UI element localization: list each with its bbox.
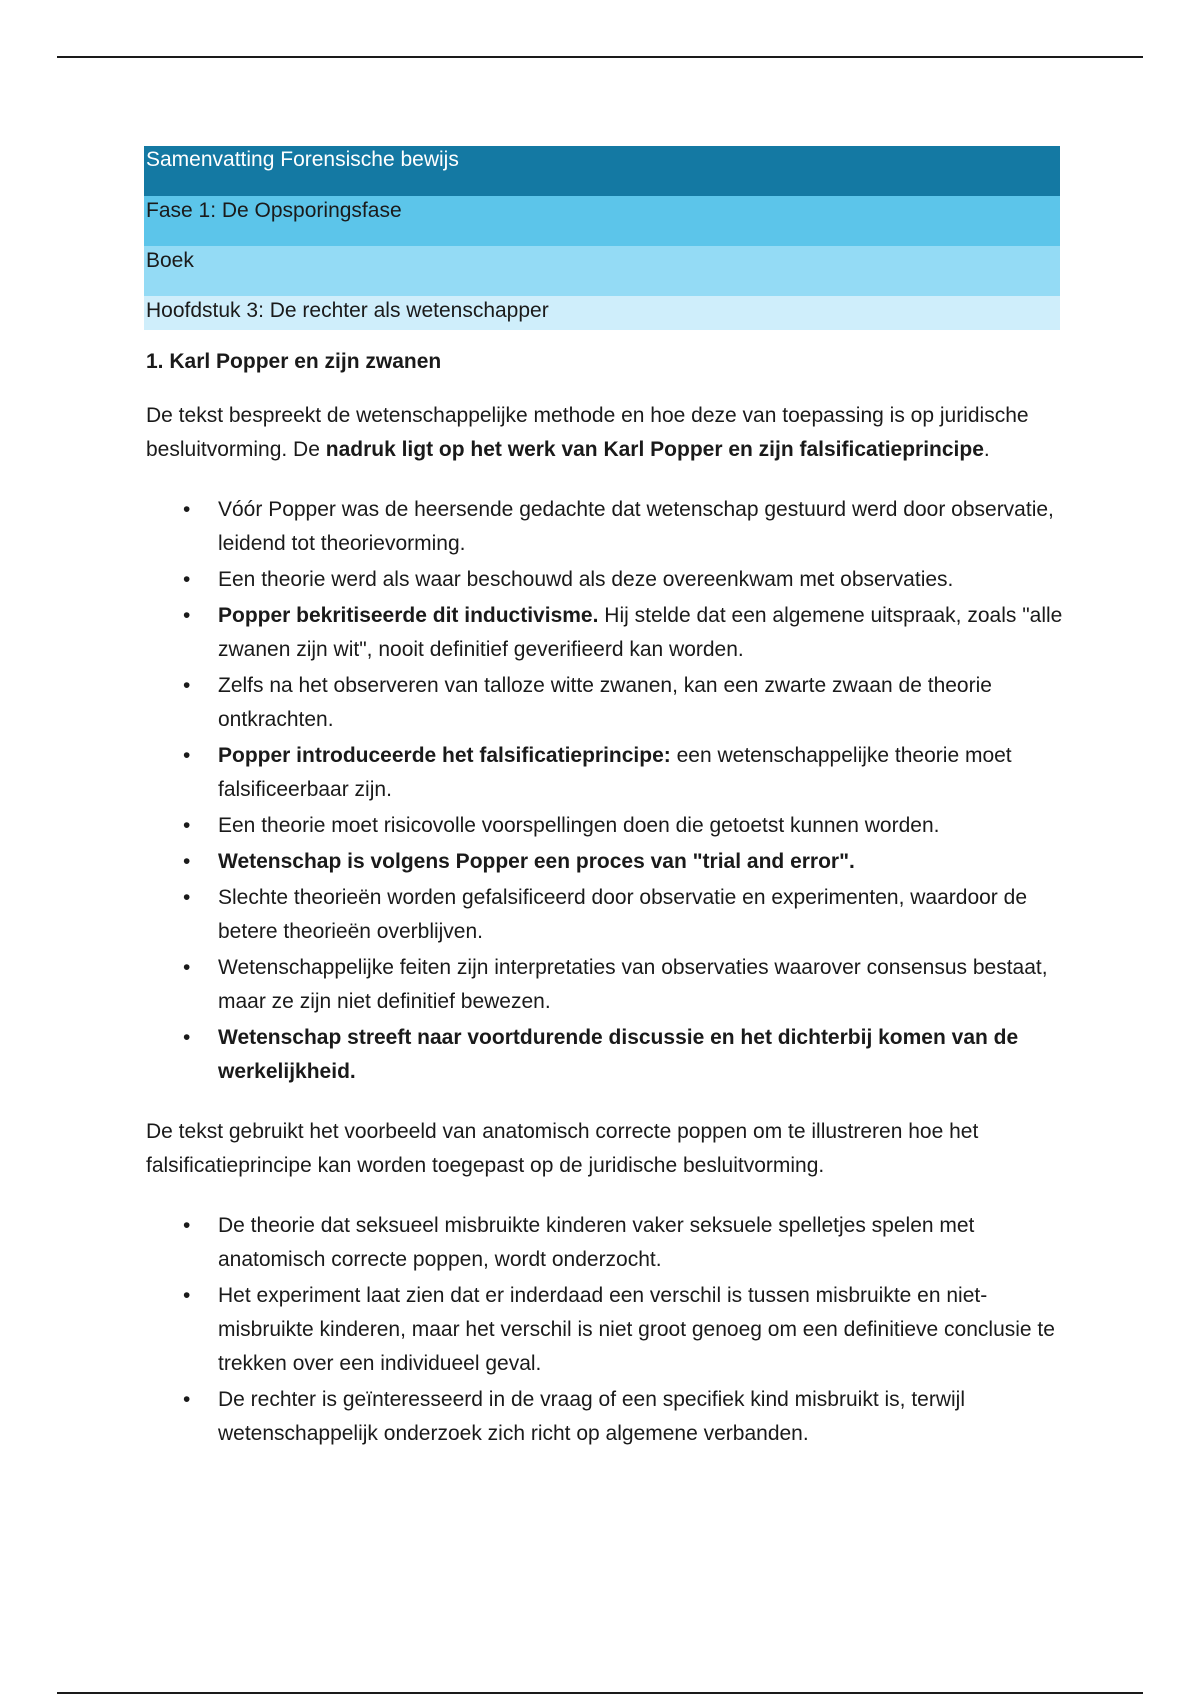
list-item <box>146 599 1066 667</box>
list-item <box>146 1021 1066 1089</box>
document-header <box>144 146 1060 330</box>
bullet-icon: • <box>183 674 191 697</box>
list-item-bold: Wetenschap is volgens Popper een proces van "trial and error". <box>218 850 855 873</box>
top-rule <box>57 56 1143 58</box>
list-item <box>146 809 1066 843</box>
bullet-icon: • <box>183 956 191 979</box>
list-item-text: Een theorie werd als waar beschouwd als deze overeenkwam met observaties. <box>218 568 954 591</box>
list-item <box>146 1383 1066 1451</box>
bullet-list-popper <box>146 493 1066 1089</box>
list-item <box>146 951 1066 1019</box>
list-item-text: Slechte theorieën worden gefalsificeerd door observatie en experimenten, waardoor de betere theorieën overblijven. <box>218 886 1027 943</box>
intro-text-1: De tekst bespreekt de wetenschappelijke methode en hoe deze van toepassing is op juridische besluitvorming. De <box>146 404 1029 461</box>
header-band-book: Boek <box>144 246 1060 296</box>
bottom-rule <box>57 1692 1143 1694</box>
list-item <box>146 563 1066 597</box>
intro-bold: nadruk ligt op het werk van Karl Popper en zijn falsificatieprincipe <box>325 438 984 461</box>
dolls-paragraph: De tekst gebruikt het voorbeeld van anatomisch correcte poppen om te illustreren hoe het falsificatieprincipe kan worden toegepast op de juridische besluitvorming. <box>146 1120 979 1177</box>
list-item <box>146 669 1066 737</box>
list-item <box>146 739 1066 807</box>
bullet-icon: • <box>183 886 191 909</box>
list-item-text: De theorie dat seksueel misbruikte kinderen vaker seksuele spelletjes spelen met anatomisch correcte poppen, wordt onderzocht. <box>218 1214 975 1271</box>
bullet-icon: • <box>183 1388 191 1411</box>
document-body <box>146 347 1066 1477</box>
bullet-icon: • <box>183 568 191 591</box>
list-item-text: Een theorie moet risicovolle voorspellingen doen die getoetst kunnen worden. <box>218 814 940 837</box>
bullet-icon: • <box>183 498 191 521</box>
list-item <box>146 493 1066 561</box>
bullet-icon: • <box>183 604 191 627</box>
bullet-icon: • <box>183 744 191 767</box>
list-item-text: De rechter is geïnteresseerd in de vraag of een specifiek kind misbruikt is, terwijl wetenschappelijk onderzoek zich richt op algemene verbanden. <box>218 1388 965 1445</box>
list-item-bold: Popper introduceerde het falsificatieprincipe: <box>218 744 671 767</box>
list-item-bold: Popper bekritiseerde dit inductivisme. <box>218 604 599 627</box>
header-band-phase: Fase 1: De Opsporingsfase <box>144 196 1060 246</box>
list-item-text: Zelfs na het observeren van talloze witte zwanen, kan een zwarte zwaan de theorie ontkrachten. <box>218 674 992 731</box>
list-item <box>146 1279 1066 1381</box>
intro-text-2: . <box>983 438 990 461</box>
section-title: 1. Karl Popper en zijn zwanen <box>146 350 442 373</box>
list-item-text: Hij stelde dat een algemene uitspraak, zoals "alle zwanen zijn wit", nooit definitief geverifieerd kan worden. <box>218 604 1063 661</box>
intro-paragraph <box>146 399 1066 467</box>
header-band-chapter: Hoofdstuk 3: De rechter als wetenschapper <box>144 296 1060 330</box>
header-band-summary: Samenvatting Forensische bewijs <box>144 146 1060 196</box>
bullet-icon: • <box>183 814 191 837</box>
bullet-icon: • <box>183 1284 191 1307</box>
list-item <box>146 845 1066 879</box>
list-item-text: Wetenschappelijke feiten zijn interpretaties van observaties waarover consensus bestaat, maar ze zijn niet definitief bewezen. <box>218 956 1048 1013</box>
list-item-text: een wetenschappelijke theorie moet falsificeerbaar zijn. <box>218 744 1012 801</box>
list-item-text: Vóór Popper was de heersende gedachte dat wetenschap gestuurd werd door observatie, leidend tot theorievorming. <box>218 498 1054 555</box>
bullet-list-dolls <box>146 1209 1066 1451</box>
list-item-bold: Wetenschap streeft naar voortdurende discussie en het dichterbij komen van de werkelijkheid. <box>218 1026 1019 1083</box>
list-item-text: Het experiment laat zien dat er inderdaad een verschil is tussen misbruikte en niet-misbruikte kinderen, maar het verschil is niet groot genoeg om een definitieve conclusie te trekken over een individueel geval. <box>218 1284 1055 1375</box>
bullet-icon: • <box>183 1214 191 1237</box>
bullet-icon: • <box>183 850 191 873</box>
list-item <box>146 881 1066 949</box>
bullet-icon: • <box>183 1026 191 1049</box>
list-item <box>146 1209 1066 1277</box>
